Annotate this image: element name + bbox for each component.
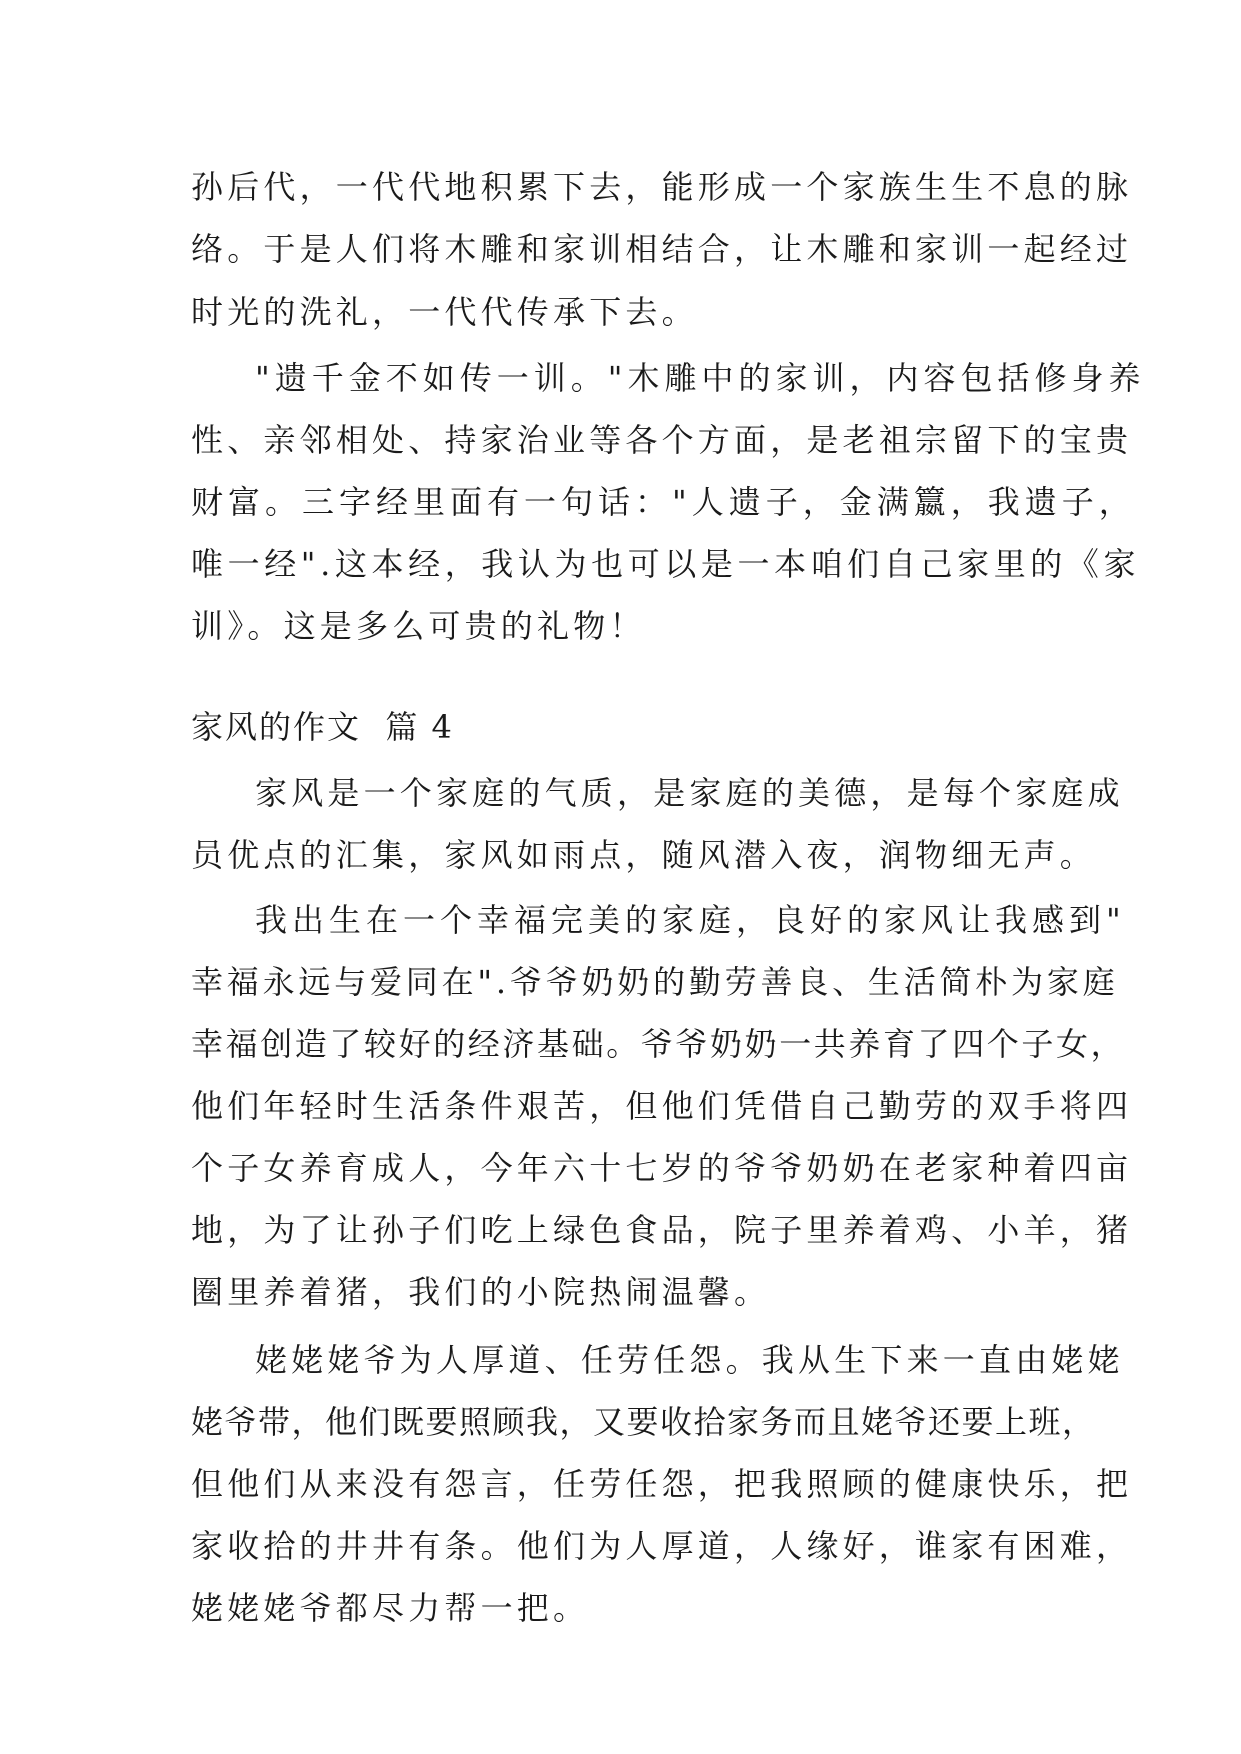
body-line-14: 姥姥姥爷都尽力帮一把。 bbox=[191, 1589, 590, 1627]
section-heading: 家风的作文 篇 4 bbox=[191, 708, 454, 746]
intro-line-3: 时光的洗礼，一代代传承下去。 bbox=[191, 293, 698, 331]
body-line-2: 员优点的汇集，家风如雨点，随风潜入夜，润物细无声。 bbox=[191, 836, 1097, 874]
body-line-7: 个子女养育成人，今年六十七岁的爷爷奶奶在老家种着四亩 bbox=[191, 1149, 1133, 1187]
body-line-5: 幸福创造了较好的经济基础。爷爷奶奶一共养育了四个子女， bbox=[191, 1025, 1126, 1063]
body-line-1: 家风是一个家庭的气质，是家庭的美德，是每个家庭成 bbox=[255, 774, 1124, 812]
body-line-3: 我出生在一个幸福完美的家庭，良好的家风让我感到" bbox=[255, 901, 1126, 939]
body-line-11: 姥爷带，他们既要照顾我，又要收拾家务而且姥爷还要上班， bbox=[191, 1403, 1096, 1441]
intro-line-2: 络。于是人们将木雕和家训相结合，让木雕和家训一起经过 bbox=[191, 230, 1133, 268]
body-line-13: 家收拾的井井有条。他们为人厚道，人缘好，谁家有困难， bbox=[191, 1527, 1133, 1565]
body-line-6: 他们年轻时生活条件艰苦，但他们凭借自己勤劳的双手将四 bbox=[191, 1087, 1133, 1125]
intro-line-1: 孙后代，一代代地积累下去，能形成一个家族生生不息的脉 bbox=[191, 168, 1133, 206]
body-line-4: 幸福永远与爱同在".爷爷奶奶的勤劳善良、生活简朴为家庭 bbox=[191, 963, 1119, 1001]
intro-line-7: 唯一经".这本经，我认为也可以是一本咱们自己家里的《家 bbox=[191, 545, 1141, 583]
intro-line-5: 性、亲邻相处、持家治业等各个方面，是老祖宗留下的宝贵 bbox=[191, 421, 1133, 459]
body-line-12: 但他们从来没有怨言，任劳任怨，把我照顾的健康快乐，把 bbox=[191, 1465, 1133, 1503]
body-line-10: 姥姥姥爷为人厚道、任劳任怨。我从生下来一直由姥姥 bbox=[255, 1341, 1124, 1379]
intro-line-8: 训》。这是多么可贵的礼物！ bbox=[191, 607, 646, 645]
body-line-9: 圈里养着猪，我们的小院热闹温馨。 bbox=[191, 1273, 771, 1311]
body-line-8: 地，为了让孙子们吃上绿色食品，院子里养着鸡、小羊，猪 bbox=[191, 1211, 1133, 1249]
intro-line-4: "遗千金不如传一训。"木雕中的家训，内容包括修身养 bbox=[255, 359, 1146, 397]
intro-line-6: 财富。三字经里面有一句话："人遗子，金满籝，我遗子， bbox=[191, 483, 1136, 521]
